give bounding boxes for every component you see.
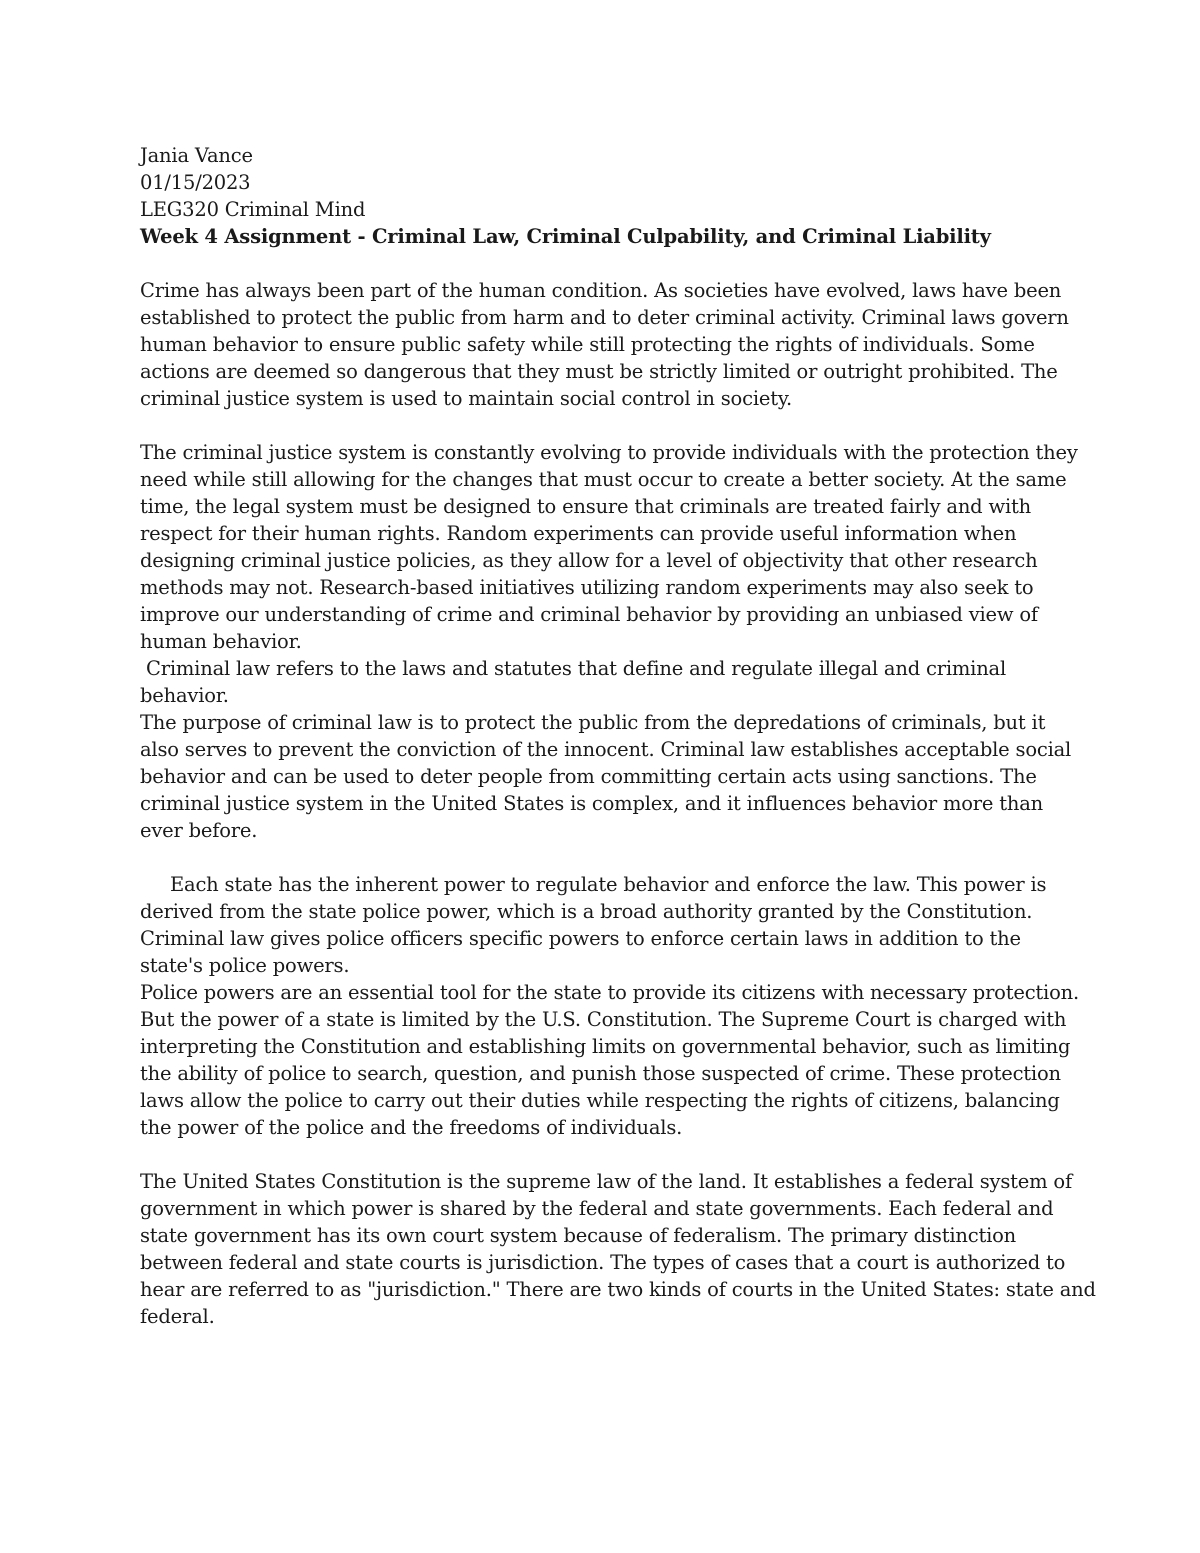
assignment-title: Week 4 Assignment - Criminal Law, Criminal Culpability, and Criminal Liability [140, 225, 991, 248]
paragraph-line: derived from the state police power, which is a broad authority granted by the Constitution. [140, 900, 1033, 923]
paragraph-line: Police powers are an essential tool for the state to provide its citizens with necessary protection. [140, 981, 1079, 1004]
paragraph-line: criminal justice system is used to maintain social control in society. [140, 387, 793, 410]
paragraph-line: human behavior. [140, 630, 302, 653]
paragraph-line: Each state has the inherent power to regulate behavior and enforce the law. This power is [140, 873, 1047, 896]
spacer [140, 250, 1070, 277]
author-name: Jania Vance [140, 144, 253, 167]
paragraph-line: hear are referred to as "jurisdiction." There are two kinds of courts in the United States: state and [140, 1278, 1096, 1301]
paragraph-line: the power of the police and the freedoms of individuals. [140, 1116, 683, 1139]
paragraph-line: actions are deemed so dangerous that they must be strictly limited or outright prohibited. The [140, 360, 1058, 383]
assignment-date: 01/15/2023 [140, 171, 251, 194]
paragraph-line: The criminal justice system is constantly evolving to provide individuals with the protection they [140, 441, 1078, 464]
paragraph-line: behavior. [140, 684, 229, 707]
paragraph-line: ever before. [140, 819, 258, 842]
paragraph-line: established to protect the public from harm and to deter criminal activity. Criminal laws govern [140, 306, 1069, 329]
paragraph-line: laws allow the police to carry out their duties while respecting the rights of citizens, balancing [140, 1089, 1060, 1112]
paragraph-gap [140, 1141, 1070, 1168]
paragraph-line: federal. [140, 1305, 215, 1328]
paragraph-line: Criminal law gives police officers specific powers to enforce certain laws in addition to the [140, 927, 1021, 950]
course-name: LEG320 Criminal Mind [140, 198, 366, 221]
paragraph-line: state's police powers. [140, 954, 350, 977]
paragraph-line: criminal justice system in the United States is complex, and it influences behavior more than [140, 792, 1044, 815]
paragraphs-container [140, 277, 1096, 1330]
paragraph-line: Criminal law refers to the laws and statutes that define and regulate illegal and criminal [140, 657, 1007, 680]
paragraph-line: methods may not. Research-based initiatives utilizing random experiments may also seek to [140, 576, 1034, 599]
paragraph-line: improve our understanding of crime and criminal behavior by providing an unbiased view of [140, 603, 1038, 626]
paragraph-line: respect for their human rights. Random experiments can provide useful information when [140, 522, 1017, 545]
paragraph-gap [140, 412, 1070, 439]
paragraph [140, 439, 1078, 844]
document-body [140, 142, 1096, 1330]
paragraph-gap [140, 844, 1070, 871]
paragraph-line: interpreting the Constitution and establishing limits on governmental behavior, such as limiting [140, 1035, 1071, 1058]
paragraph-line: state government has its own court system because of federalism. The primary distinction [140, 1224, 1017, 1247]
paragraph-line: need while still allowing for the changes that must occur to create a better society. At the same [140, 468, 1067, 491]
paragraph-line: designing criminal justice policies, as they allow for a level of objectivity that other research [140, 549, 1038, 572]
paragraph-line: behavior and can be used to deter people from committing certain acts using sanctions. The [140, 765, 1037, 788]
paragraph-line: human behavior to ensure public safety while still protecting the rights of individuals. Some [140, 333, 1035, 356]
paragraph-line: The purpose of criminal law is to protect the public from the depredations of criminals, but it [140, 711, 1046, 734]
paragraph-line: also serves to prevent the conviction of the innocent. Criminal law establishes acceptable social [140, 738, 1072, 761]
paragraph-line: the ability of police to search, question, and punish those suspected of crime. These protection [140, 1062, 1061, 1085]
paragraph [140, 1168, 1096, 1330]
paragraph-line: The United States Constitution is the supreme law of the land. It establishes a federal system of [140, 1170, 1072, 1193]
paragraph-line: between federal and state courts is jurisdiction. The types of cases that a court is authorized to [140, 1251, 1066, 1274]
paragraph-line: But the power of a state is limited by the U.S. Constitution. The Supreme Court is charged with [140, 1008, 1067, 1031]
paragraph-line: time, the legal system must be designed to ensure that criminals are treated fairly and with [140, 495, 1031, 518]
paragraph-line: government in which power is shared by the federal and state governments. Each federal and [140, 1197, 1054, 1220]
paragraph-line: Crime has always been part of the human condition. As societies have evolved, laws have been [140, 279, 1062, 302]
paragraph [140, 871, 1079, 1141]
paragraph [140, 277, 1070, 412]
